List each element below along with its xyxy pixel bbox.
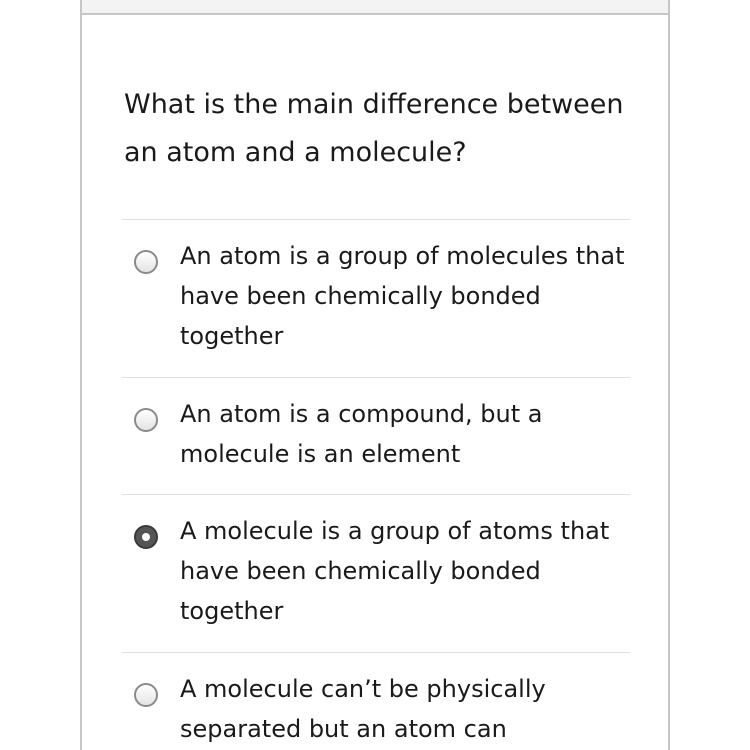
answer-option-label: An atom is a group of molecules that have been chemically bonded together xyxy=(180,242,625,350)
answer-option-3[interactable] xyxy=(122,494,630,653)
radio-button-option-3-selected[interactable] xyxy=(134,525,158,549)
radio-button-option-2[interactable] xyxy=(134,408,158,432)
answer-option-4[interactable] xyxy=(122,652,630,750)
answer-option-label: An atom is a compound, but a molecule is an element xyxy=(180,400,543,468)
radio-button-option-1[interactable] xyxy=(134,250,158,274)
radio-button-option-4[interactable] xyxy=(134,683,158,707)
question-card xyxy=(80,13,670,750)
question-text: What is the main difference between an atom and a molecule? xyxy=(124,89,624,168)
answer-option-2[interactable] xyxy=(122,377,630,495)
answer-option-1[interactable] xyxy=(122,219,630,378)
answer-option-label: A molecule is a group of atoms that have been chemically bonded together xyxy=(180,517,610,625)
answer-option-label: A molecule can’t be physically separated but an atom can xyxy=(180,675,546,743)
